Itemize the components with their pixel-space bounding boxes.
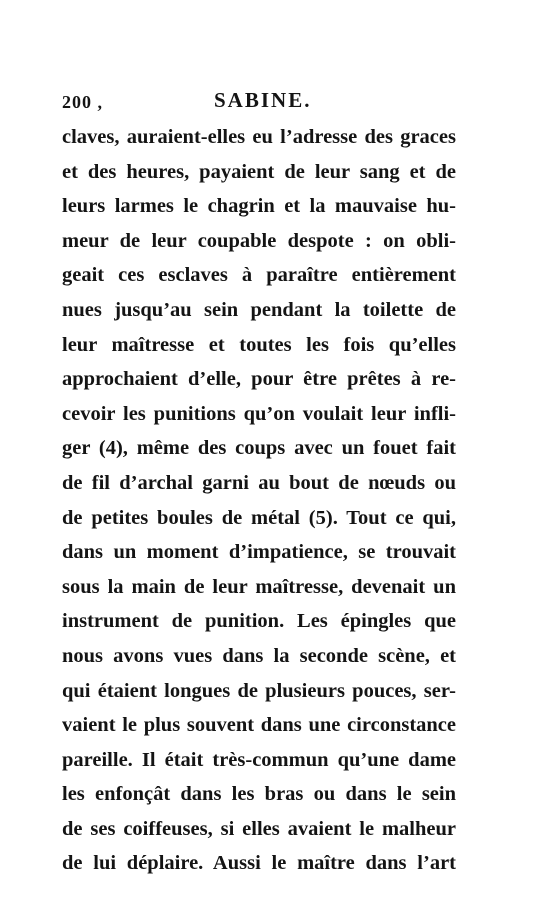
text-line: approchaient d’elle, pour être prêtes à re- [62, 368, 456, 391]
text-line: sous la main de leur maîtresse, devenait un [62, 575, 456, 598]
text-line: de fil d’archal garni au bout de nœuds ou [62, 471, 456, 494]
text-line: cevoir les punitions qu’on voulait leur infli- [62, 402, 456, 425]
body-text [62, 120, 456, 881]
page-header [62, 88, 462, 118]
text-line: pareille. Il était très-commun qu’une dame [62, 748, 456, 771]
text-line: leur maîtresse et toutes les fois qu’elles [62, 333, 456, 356]
page-number: 200 , [62, 92, 103, 112]
text-line: nues jusqu’au sein pendant la toilette de [62, 298, 456, 321]
text-line: geait ces esclaves à paraître entièrement [62, 264, 456, 287]
text-line: leurs larmes le chagrin et la mauvaise hu- [62, 195, 456, 218]
text-line: dans un moment d’impatience, se trouvait [62, 541, 456, 564]
text-line: meur de leur coupable despote : on obli- [62, 229, 456, 252]
text-line: de lui déplaire. Aussi le maître dans l’art [62, 852, 456, 875]
text-line: qui étaient longues de plusieurs pouces, ser- [62, 679, 456, 702]
text-line: et des heures, payaient de leur sang et de [62, 160, 456, 183]
text-line: instrument de punition. Les épingles que [62, 610, 456, 633]
text-line: les enfonçât dans les bras ou dans le sein [62, 783, 456, 806]
running-title: SABINE. [214, 88, 312, 112]
text-line: ger (4), même des coups avec un fouet fait [62, 437, 456, 460]
text-line: claves, auraient-elles eu l’adresse des graces [62, 126, 456, 148]
text-line: de petites boules de métal (5). Tout ce qui, [62, 506, 456, 529]
text-line: vaient le plus souvent dans une circonstance [62, 714, 456, 737]
text-line: de ses coiffeuses, si elles avaient le malheur [62, 817, 456, 840]
text-line: nous avons vues dans la seconde scène, et [62, 644, 456, 667]
